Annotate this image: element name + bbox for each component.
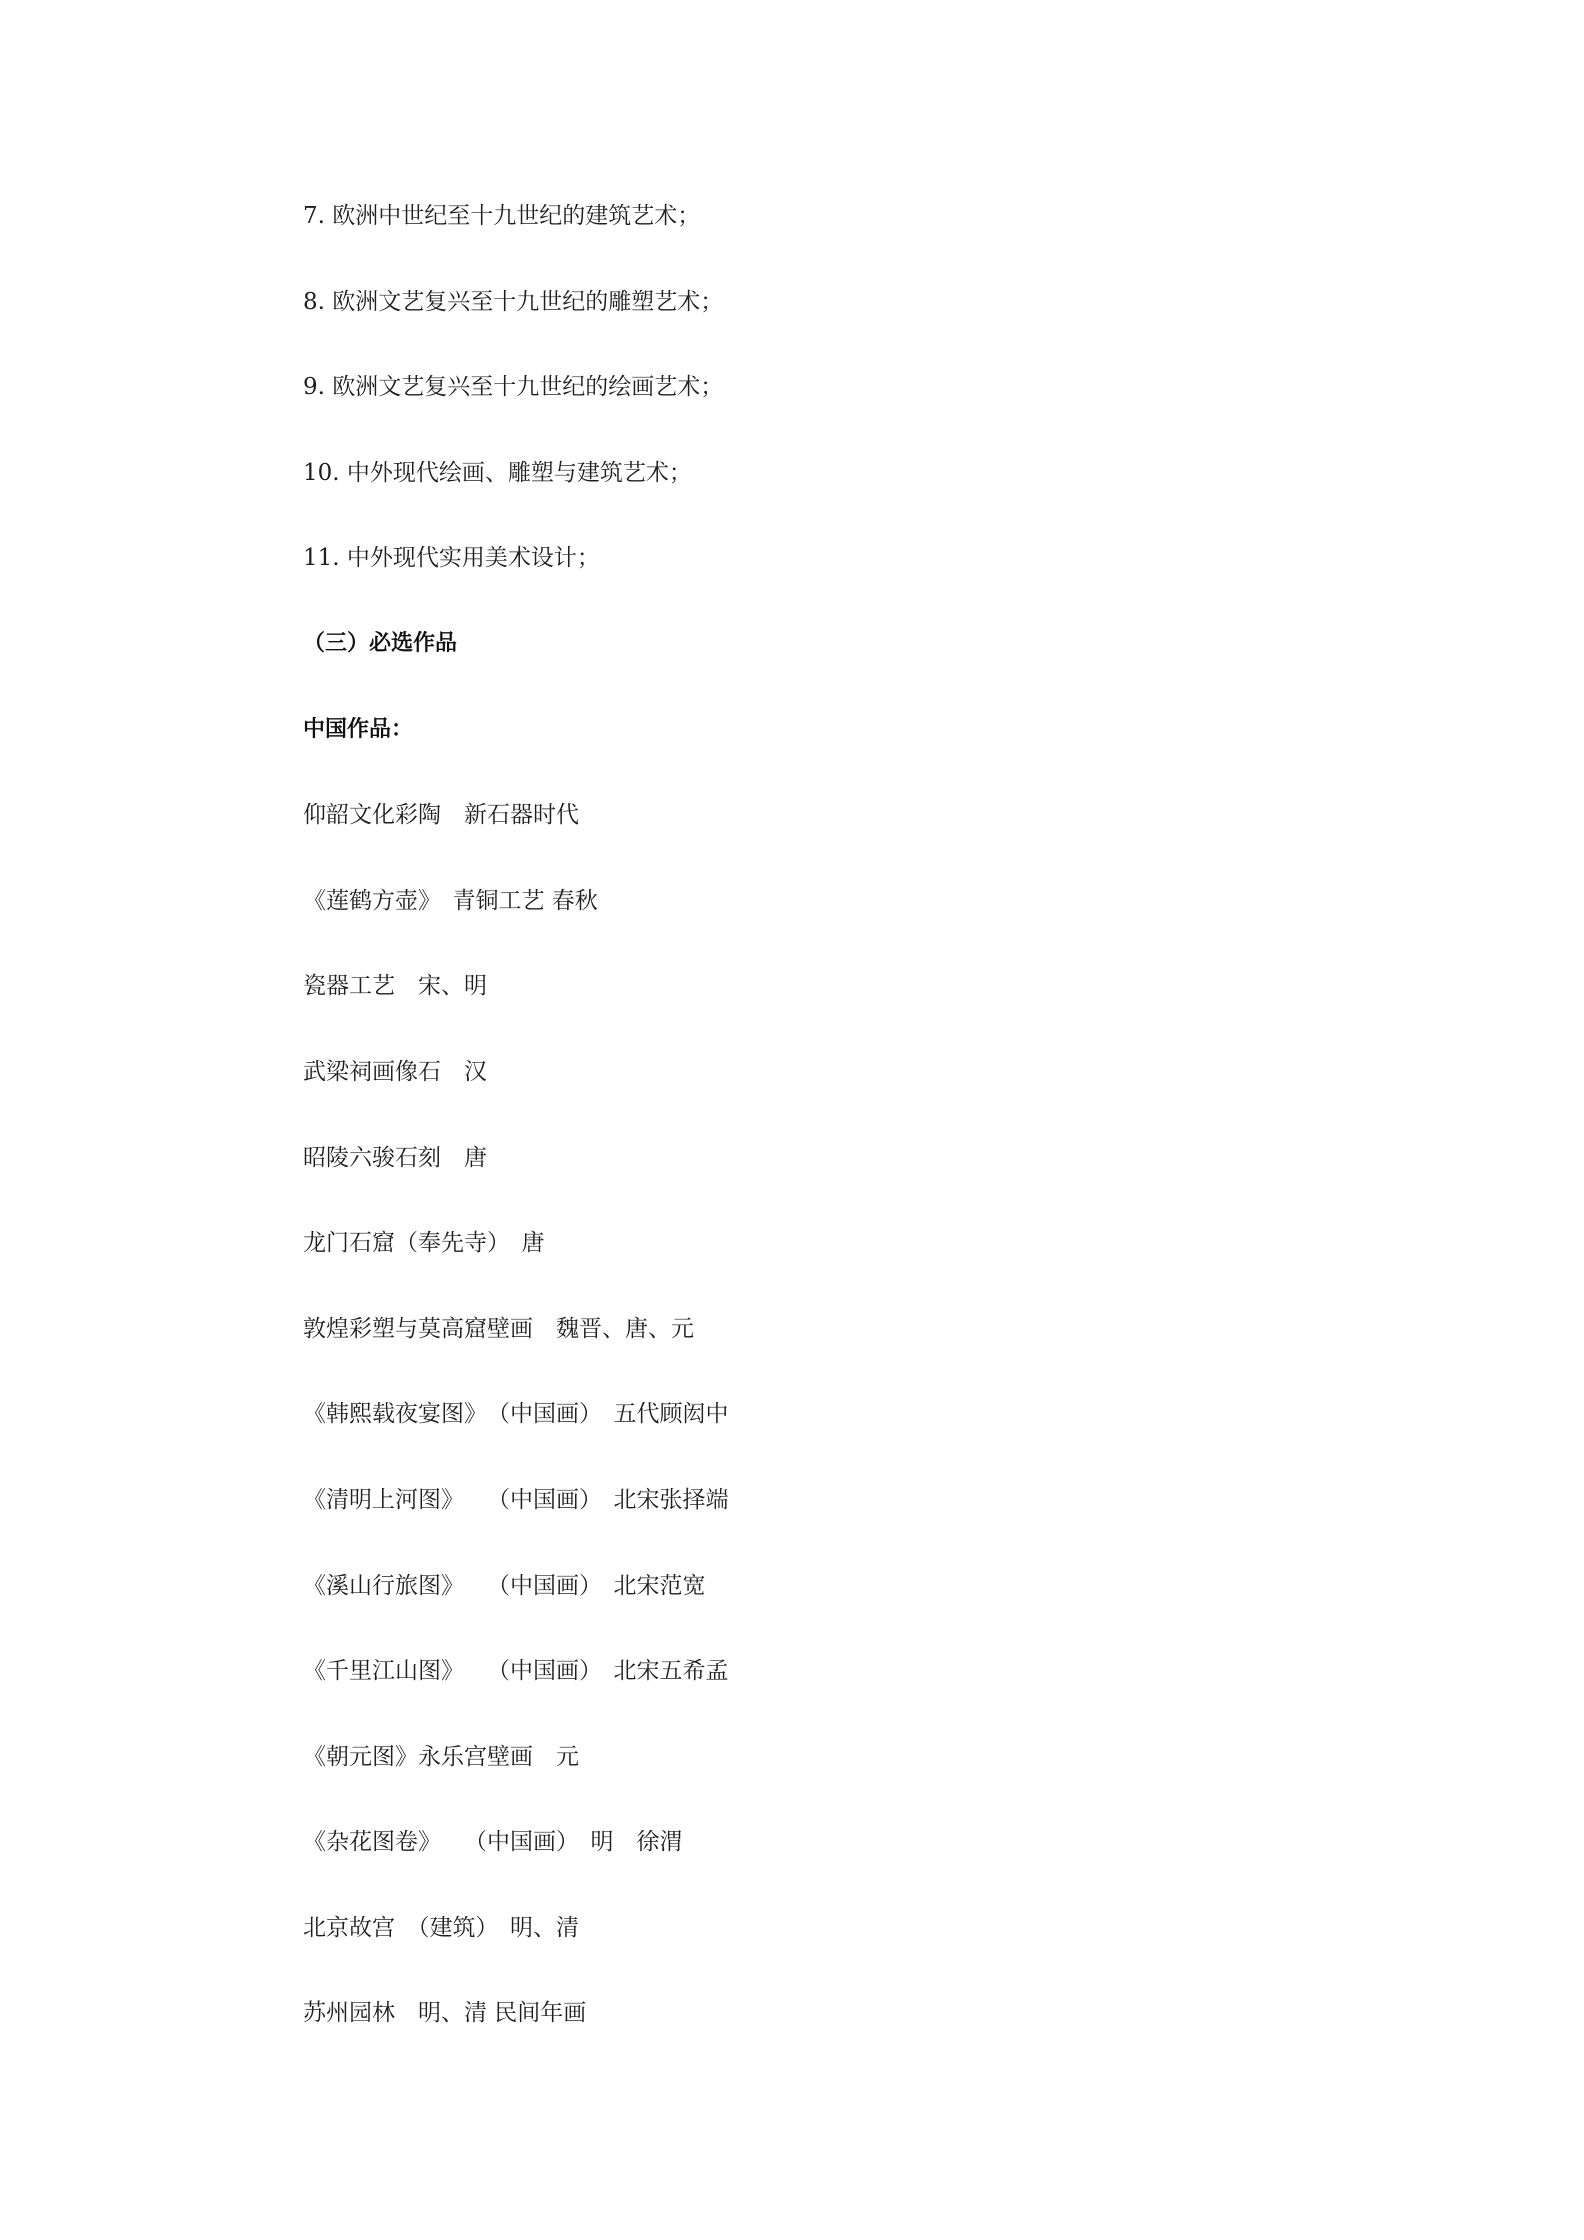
artwork-entry: 龙门石窟（奉先寺） 唐 <box>303 1230 545 1257</box>
artwork-entry: 瓷器工艺 宋、明 <box>303 973 487 1000</box>
artwork-entry: 《千里江山图》 （中国画） 北宋五希孟 <box>303 1658 729 1685</box>
section-heading: （三）必选作品 <box>303 630 458 656</box>
artwork-entry: 昭陵六骏石刻 唐 <box>303 1144 487 1171</box>
document-body <box>303 196 1403 2079</box>
artwork-entry: 《溪山行旅图》 （中国画） 北宋范宽 <box>303 1572 706 1599</box>
list-item-8: 8. 欧洲文艺复兴至十九世纪的雕塑艺术； <box>303 288 724 315</box>
list-item-11: 11. 中外现代实用美术设计； <box>303 545 600 572</box>
artwork-entry: 《杂花图卷》 （中国画） 明 徐渭 <box>303 1829 683 1856</box>
artwork-entry: 《清明上河图》 （中国画） 北宋张择端 <box>303 1486 729 1513</box>
artwork-entry: 《朝元图》永乐宫壁画 元 <box>303 1743 579 1770</box>
list-item-10: 10. 中外现代绘画、雕塑与建筑艺术； <box>303 459 692 486</box>
artwork-entry: 《莲鹤方壶》 青铜工艺 春秋 <box>303 887 598 914</box>
artwork-entry: 武梁祠画像石 汉 <box>303 1058 487 1085</box>
list-item-7: 7. 欧洲中世纪至十九世纪的建筑艺术； <box>303 203 701 229</box>
artwork-entry: 北京故宫 （建筑） 明、清 <box>303 1914 579 1941</box>
artwork-entry: 仰韶文化彩陶 新石器时代 <box>303 802 579 829</box>
list-item-9: 9. 欧洲文艺复兴至十九世纪的绘画艺术； <box>303 374 724 401</box>
subsection-heading: 中国作品： <box>303 716 414 742</box>
artwork-entry: 敦煌彩塑与莫高窟壁画 魏晋、唐、元 <box>303 1315 694 1342</box>
artwork-entry: 苏州园林 明、清 民间年画 <box>303 2000 587 2027</box>
artwork-entry: 《韩熙载夜宴图》 （中国画） 五代顾闳中 <box>303 1401 729 1428</box>
